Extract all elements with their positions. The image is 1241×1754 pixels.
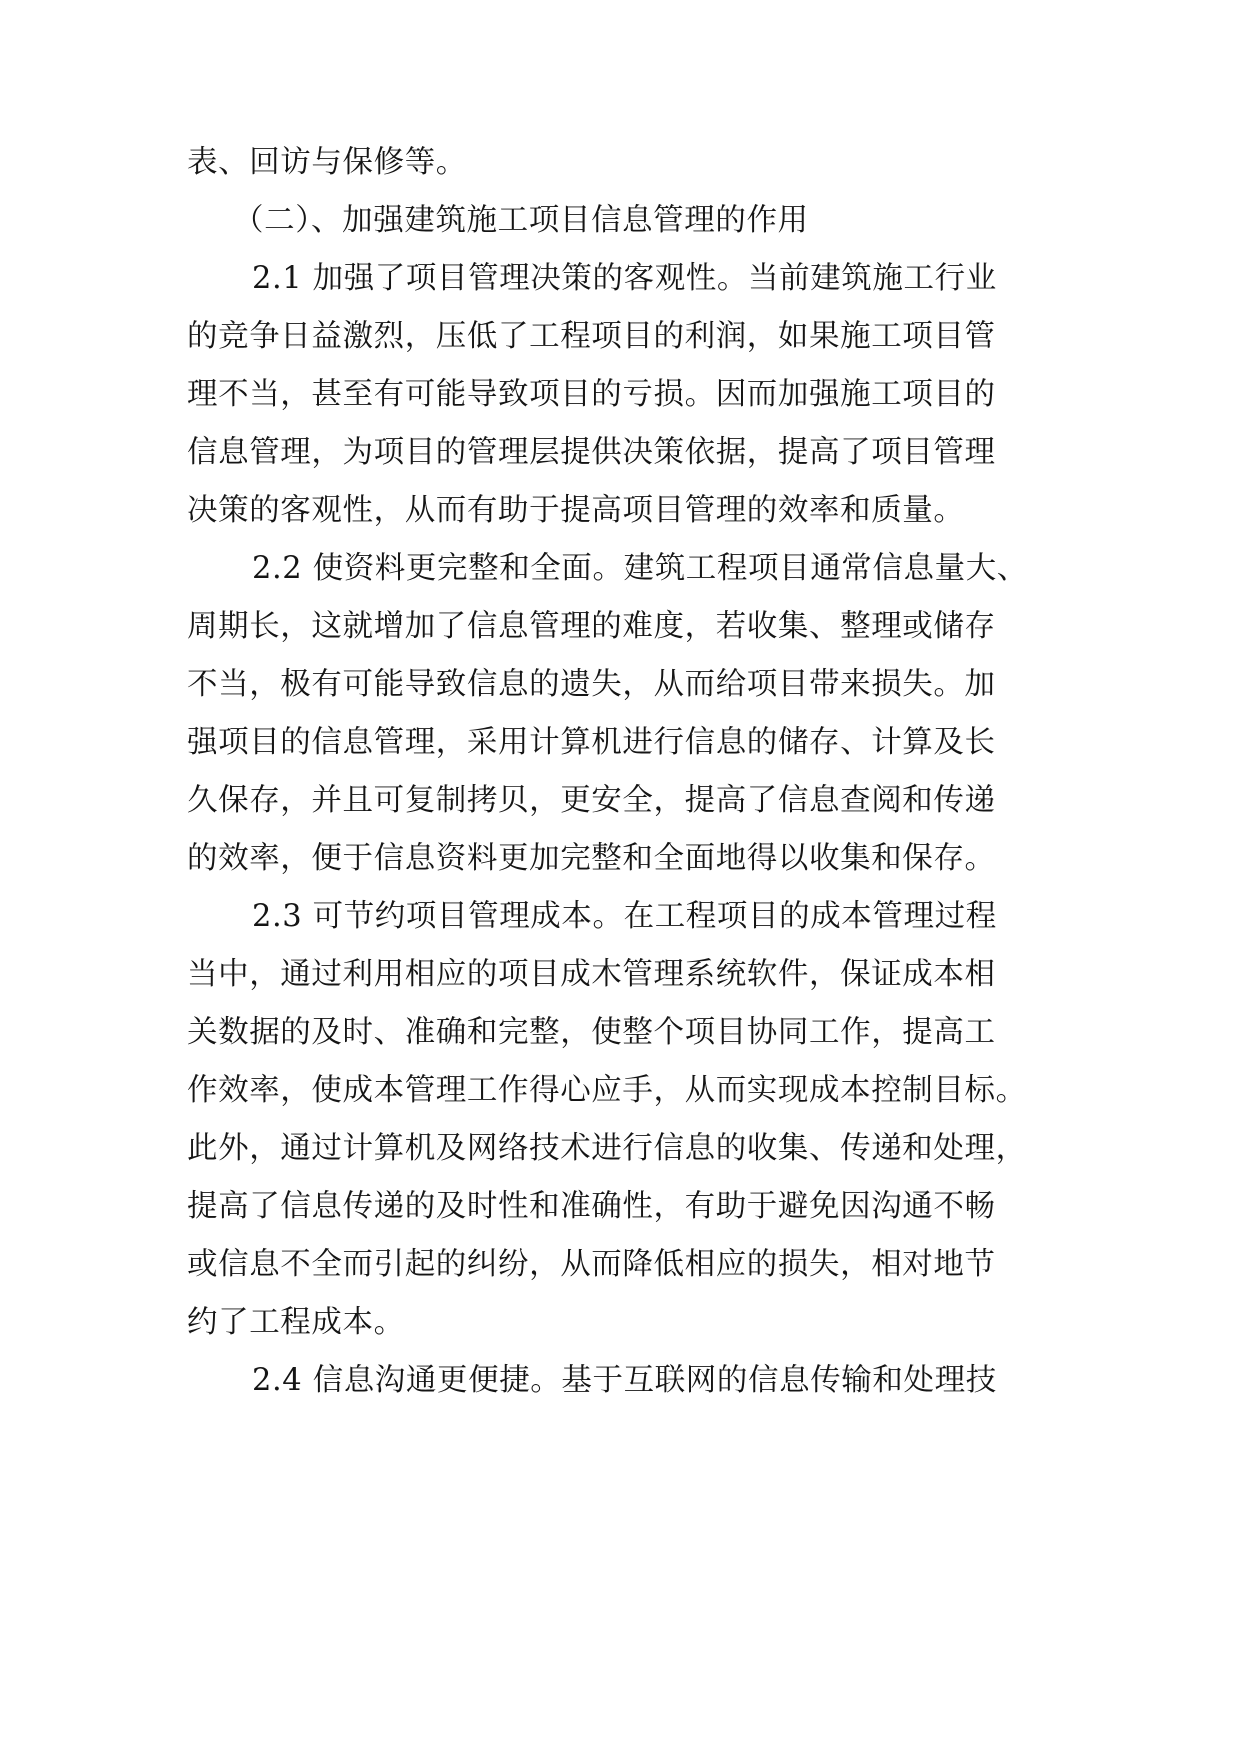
text-line: 作效率，使成本管理工作得心应手，从而实现成本控制目标。 — [187, 1073, 1027, 1108]
text-line: 理不当，甚至有可能导致项目的亏损。因而加强施工项目的 — [187, 377, 996, 412]
text-line: 的效率，便于信息资料更加完整和全面地得以收集和保存。 — [187, 841, 996, 876]
text-line: 关数据的及时、准确和完整，使整个项目协同工作，提高工 — [187, 1015, 996, 1050]
text-line: 2.2 使资料更完整和全面。建筑工程项目通常信息量大、 — [252, 551, 1028, 586]
text-line: 2.1 加强了项目管理决策的客观性。当前建筑施工行业 — [252, 261, 997, 296]
text-line: 2.4 信息沟通更便捷。基于互联网的信息传输和处理技 — [252, 1363, 997, 1398]
text-line: 强项目的信息管理，采用计算机进行信息的储存、计算及长 — [187, 725, 996, 760]
text-line: 周期长，这就增加了信息管理的难度，若收集、整理或储存 — [187, 609, 996, 644]
text-line: 提高了信息传递的及时性和准确性，有助于避免因沟通不畅 — [187, 1189, 996, 1224]
text-line: 约了工程成本。 — [187, 1305, 405, 1340]
text-line: 决策的客观性，从而有助于提高项目管理的效率和质量。 — [187, 493, 965, 528]
text-line: 的竞争日益激烈，压低了工程项目的利润，如果施工项目管 — [187, 319, 996, 354]
text-line: 或信息不全而引起的纠纷，从而降低相应的损失，相对地节 — [187, 1247, 996, 1282]
text-line: 当中，通过利用相应的项目成木管理系统软件，保证成本相 — [187, 957, 996, 992]
text-line: 不当，极有可能导致信息的遗失，从而给项目带来损失。加 — [187, 667, 996, 702]
text-line: 此外，通过计算机及网络技术进行信息的收集、传递和处理， — [187, 1131, 1027, 1166]
text-line: 2.3 可节约项目管理成本。在工程项目的成本管理过程 — [252, 899, 997, 934]
section-heading: （二）、加强建筑施工项目信息管理的作用 — [233, 203, 809, 238]
text-line: 信息管理，为项目的管理层提供决策依据，提高了项目管理 — [187, 435, 996, 470]
text-line: 表、回访与保修等。 — [187, 145, 467, 180]
text-line: 久保存，并且可复制拷贝，更安全，提高了信息查阅和传递 — [187, 783, 996, 818]
